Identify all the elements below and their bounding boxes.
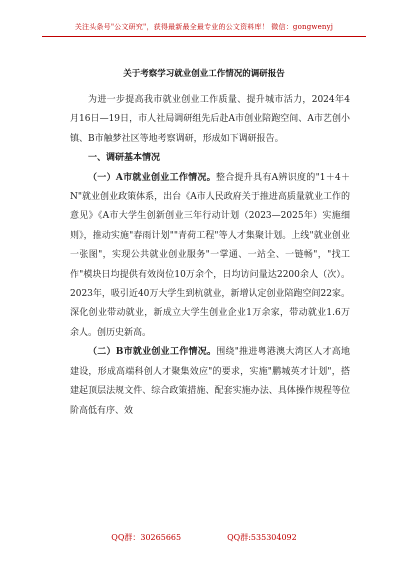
footer-qq-group-1: QQ群：30265665 [111,533,182,542]
header-divider [42,36,366,37]
document-body [70,91,350,421]
subsection-b-paragraph [70,343,350,421]
document-title: 关于考察学习就业创业工作情况的调研报告 [123,69,285,79]
page-header [0,0,408,44]
page-footer [0,532,408,543]
footer-qq-group-2: QQ群:535304092 [227,533,297,542]
section-heading: 一、调研基本情况 [88,153,161,164]
header-ad-text: 关注头条号"公文研究"，获得最新最全最专业的公文资料库！ 微信：gongwenyj [74,23,334,31]
intro-paragraph: 为进一步提高我市就业创业工作质量、提升城市活力，2024年4月16日—19日，市人社局调研组先后赴A市创业陪跑空间、A市艺创小镇、B市触梦社区等地考察调研，形成如下调研报告。 [70,95,350,144]
subsection-a-paragraph [70,169,350,344]
subsection-b-heading: （二）B市就业创业工作情况。 [88,347,217,358]
subsection-a-heading: （一）A市就业创业工作情况。 [88,172,216,183]
subsection-b-text: 围绕"推进粤港澳大湾区人才高地建设，形成高端科创人才聚集效应"的要求，实施"鹏城英才计划"，搭建起顶层法规文件、综合政策措施、配套实施办法、具体操作规程等位阶高低有序、效 [70,347,350,416]
subsection-a-text: 整合提升具有A辨识度的"1＋4＋N"就业创业政策体系，出台《A市人民政府关于推进高质量就业工作的意见》《A市大学生创新创业三年行动计划（2023—2025年）实施细则》，推动实施"春雨计划""青荷工程"等人才集聚计划。上线"就业创业一张图"，实现公共就业创业服务"一掌通、一站全、一链畅"，"找工作"模块日均提供有效岗位10万余个，日均访问量达2200余人（次）。2023年，吸引近40万大学生到杭就业，新增认定创业陪跑空间22家。深化创业带动就业，新成立大学生创业企业1万余家，带动就业1.6万余人。创历史新高。 [70,172,351,338]
